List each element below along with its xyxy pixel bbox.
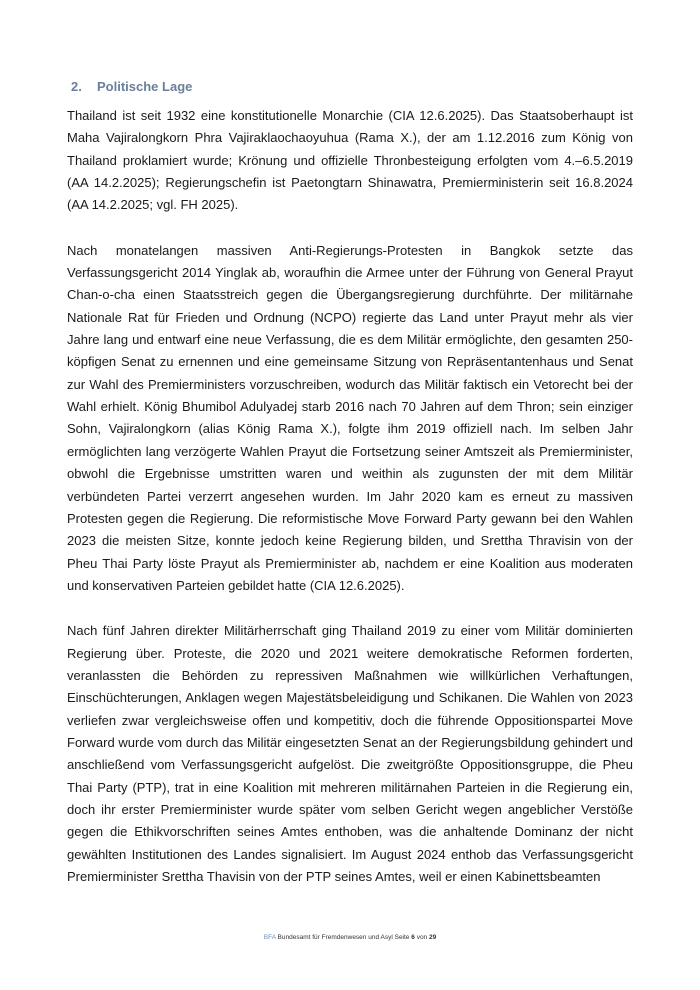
paragraph-constitutional-monarchy: Thailand ist seit 1932 eine konstitutionelle Monarchie (CIA 12.6.2025). Das Staatsoberhaupt ist Maha Vajiralongkorn Phra Vajiraklaochaoyuhua (Rama X.), der am 1.12.2016 zum König von Thailand proklamiert wurde; Krönung und offizielle Thronbesteigung erfolgten vom 4.–6.5.2019 (AA 14.2.2025); Regierungschefin ist Paetongtarn Shinawatra, Premierministerin seit 16.8.2024 (AA 14.2.2025; vgl. FH 2025).	[67, 108, 633, 213]
paragraph-coup-history: Nach monatelangen massiven Anti-Regierungs-Protesten in Bangkok setzte das Verfassungsgericht 2014 Yinglak ab, woraufhin die Armee unter der Führung von General Prayut Chan-o-cha einen Staatsstreich gegen die Übergangsregierung durchführte. Der militärnahe Nationale Rat für Frieden und Ordnung (NCPO) regierte das Land unter Prayut mehr als vier Jahre lang und entwarf eine neue Verfassung, die es dem Militär ermöglichte, den gesamten 250-köpfigen Senat zu ernennen und eine gemeinsame Sitzung von Repräsentantenhaus und Senat zur Wahl des Premierministers vorzuschreiben, wodurch das Militär faktisch ein Vetorecht bei der Wahl erhielt. König Bhumibol Adulyadej starb 2016 nach 70 Jahren auf dem Thron; sein einziger Sohn, Vajiralongkorn (alias König Rama X.), folgte ihm 2019 offiziell nach. Im selben Jahr ermöglichten lang verzögerte Wahlen Prayut die Fortsetzung seiner Amtszeit als Premierminister, obwohl die Ergebnisse umstritten waren und weithin als zugunsten der mit dem Militär verbündeten Partei verzerrt angesehen wurden. Im Jahr 2020 kam es erneut zu massiven Protesten gegen die Regierung. Die reformistische Move Forward Party gewann bei den Wahlen 2023 die meisten Sitze, konnte jedoch keine Regierung bilden, und Srettha Thravisin von der Pheu Thai Party löste Prayut als Premierminister ab, nachdem er eine Koalition aus moderaten und konservativen Parteien gebildet hatte (CIA 12.6.2025).	[67, 242, 633, 593]
paragraph-military-dominated-government: Nach fünf Jahren direkter Militärherrschaft ging Thailand 2019 zu einer vom Militär dominierten Regierung über. Proteste, die 2020 und 2021 weitere demokratische Reformen forderten, veranlassten die Behörden zu repressiven Maßnahmen wie willkürlichen Verhaftungen, Einschüchterungen, Anklagen wegen Majestätsbeleidigung und Schikanen. Die Wahlen von 2023 verliefen zwar vergleichsweise offen und kompetitiv, doch die führende Oppositionspartei Move Forward wurde vom durch das Militär eingesetzten Senat an der Regierungsbildung gehindert und anschließend vom Verfassungsgericht aufgelöst. Die zweitgrößte Oppositionsgruppe, die Pheu Thai Party (PTP), trat in eine Koalition mit mehreren militärnahen Parteien in die Regierung ein, doch ihr erster Premierminister wurde später vom selben Gericht wegen angeblicher Verstöße gegen die Ethikvorschriften seines Amtes enthoben, was die anhaltende Dominanz der nicht gewählten Institutionen des Landes signalisiert. Im August 2024 enthob das Verfassungsgericht Premierminister Srettha Thavisin von der PTP seines Amtes, weil er einen Kabinettsbeamten	[67, 623, 633, 884]
footer-page-total: 29	[428, 934, 437, 941]
section-title: Politische Lage	[97, 79, 193, 94]
page-footer	[0, 933, 700, 943]
footer-of-word: von	[416, 934, 428, 941]
footer-org-name: Bundesamt für Fremdenwesen und Asyl	[277, 934, 393, 941]
footer-org-short: BFA	[263, 934, 276, 941]
section-number: 2.	[71, 79, 82, 94]
body-text	[67, 105, 633, 911]
section-heading	[71, 78, 192, 96]
footer-page-word: Seite	[394, 934, 410, 941]
footer-page-current: 6	[411, 934, 415, 941]
